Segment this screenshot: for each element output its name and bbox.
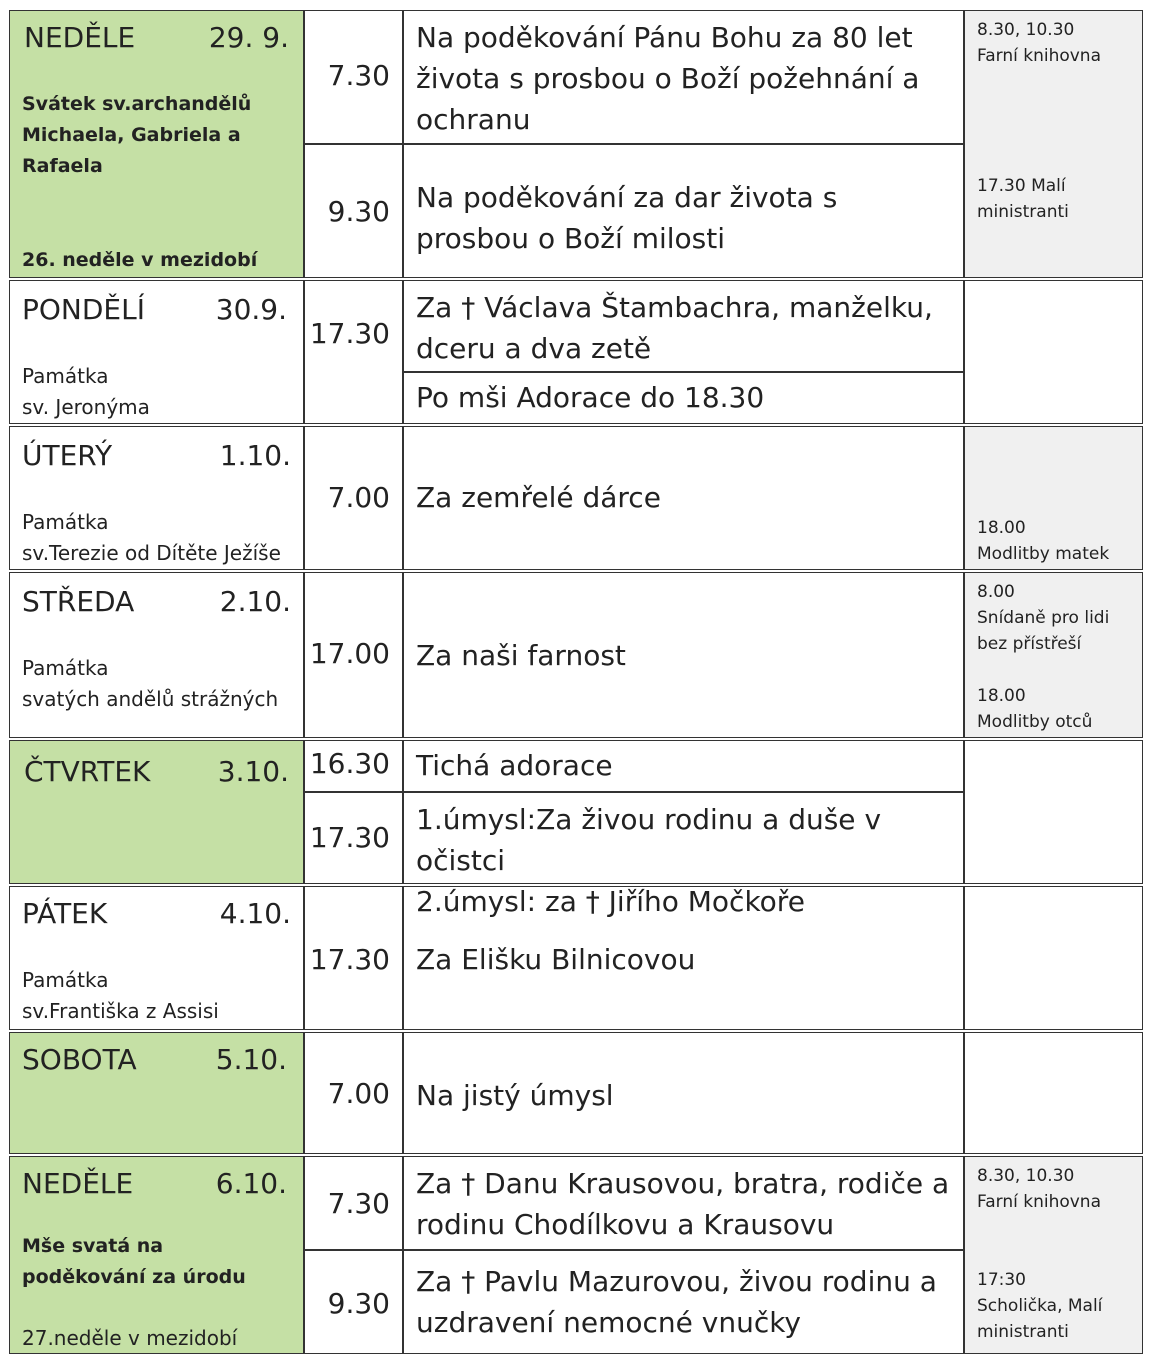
week-label: 26. neděle v mezidobí [22,249,258,271]
day-cell [9,740,304,884]
day-date: 3.10. [217,755,289,788]
mass-intention: Na jistý úmysl [403,1032,964,1154]
row-monday [9,280,1143,424]
memorial-label: Památka svatých andělů strážných [22,656,279,711]
day-cell [9,10,304,278]
day-date: 1.10. [219,439,291,472]
day-name: ČTVRTEK [24,755,151,788]
row-sunday-1 [9,10,1143,278]
adoration-note: Po mši Adorace do 18.30 [403,372,964,424]
mass-time: 7.00 [304,426,403,570]
notes-cell [964,280,1143,424]
mass-time: 9.30 [304,144,403,278]
notes-cell [964,10,1143,278]
mass-time: 16.30 [304,740,403,792]
mass-time: 17.30 [304,792,403,884]
day-cell [9,886,304,1030]
day-date: 5.10. [215,1043,287,1076]
day-name: STŘEDA [22,585,135,618]
feast-label: Svátek sv.archandělů Michaela, Gabriela a Rafaela [22,93,258,177]
row-saturday [9,1032,1143,1154]
day-date: 2.10. [219,585,291,618]
day-cell [9,572,304,738]
notes-cell [964,1156,1143,1354]
notes-top: 8.30, 10.30 Farní knihovna [977,1166,1101,1212]
mass-intention: Za † Pavlu Mazurovou, živou rodinu a uzdravení nemocné vnučky [403,1250,964,1354]
row-friday [9,886,1143,1030]
week-label: 27.neděle v mezidobí [22,1326,238,1350]
memorial-label: Památka sv. Jeronýma [22,364,150,419]
mass-intention: Tichá adorace [403,740,964,792]
day-cell [9,1156,304,1354]
notes-cell [964,886,1143,1030]
notes-bottom: 17.30 Malí ministranti [977,176,1069,222]
row-tuesday [9,426,1143,570]
mass-time: 7.30 [304,1156,403,1250]
day-name: ÚTERÝ [22,439,113,472]
day-name: SOBOTA [22,1043,137,1076]
row-sunday-2 [9,1156,1143,1354]
mass-intention: Za † Danu Krausovou, bratra, rodiče a rodinu Chodílkovu a Krausovu [403,1156,964,1250]
day-date: 4.10. [219,897,291,930]
notes-top: 8.30, 10.30 Farní knihovna [977,20,1101,66]
row-wednesday [9,572,1143,738]
mass-intention: Za naši farnost [403,572,964,738]
day-cell [9,1032,304,1154]
day-name: PONDĚLÍ [22,293,145,326]
day-date: 29. 9. [208,21,289,54]
mass-intention: Za Elišku Bilnicovou [403,886,964,1030]
mass-time: 7.30 [304,10,403,144]
mass-intention: Na poděkování Pánu Bohu za 80 let života s prosbou o Boží požehnání a ochranu [403,10,964,144]
notes-cell: 18.00 Modlitby matek [964,426,1143,570]
mass-intention: Za † Václava Štambachra, manželku, dceru a dva zetě [403,280,964,372]
notes-cell [964,1032,1143,1154]
memorial-label: Památka sv.Františka z Assisi [22,968,219,1023]
notes-bottom: 17:30 Scholička, Malí ministranti [977,1270,1103,1342]
notes-cell: 8.00 Snídaně pro lidi bez přístřeší 18.00 Modlitby otců [964,572,1143,738]
mass-time: 17.30 [304,886,403,1030]
mass-time: 17.00 [304,572,403,738]
day-cell [9,280,304,424]
mass-intention: Na poděkování za dar života s prosbou o Boží milosti [403,144,964,278]
day-name: PÁTEK [22,897,108,930]
day-date: 30.9. [215,293,287,326]
notes-cell [964,740,1143,884]
feast-label: Mše svatá na poděkování za úrodu [22,1235,246,1288]
mass-intention: 1.úmysl:Za živou rodinu a duše v očistci 2.úmysl: za † Jiřího Močkoře [403,792,964,884]
mass-time: 9.30 [304,1250,403,1354]
day-name: NEDĚLE [22,1167,134,1200]
memorial-label: Památka sv.Terezie od Dítěte Ježíše [22,510,281,565]
mass-time: 17.30 [304,280,403,424]
day-date: 6.10. [215,1167,287,1200]
day-name: NEDĚLE [24,21,136,54]
mass-intention: Za zemřelé dárce [403,426,964,570]
day-cell [9,426,304,570]
mass-time: 7.00 [304,1032,403,1154]
